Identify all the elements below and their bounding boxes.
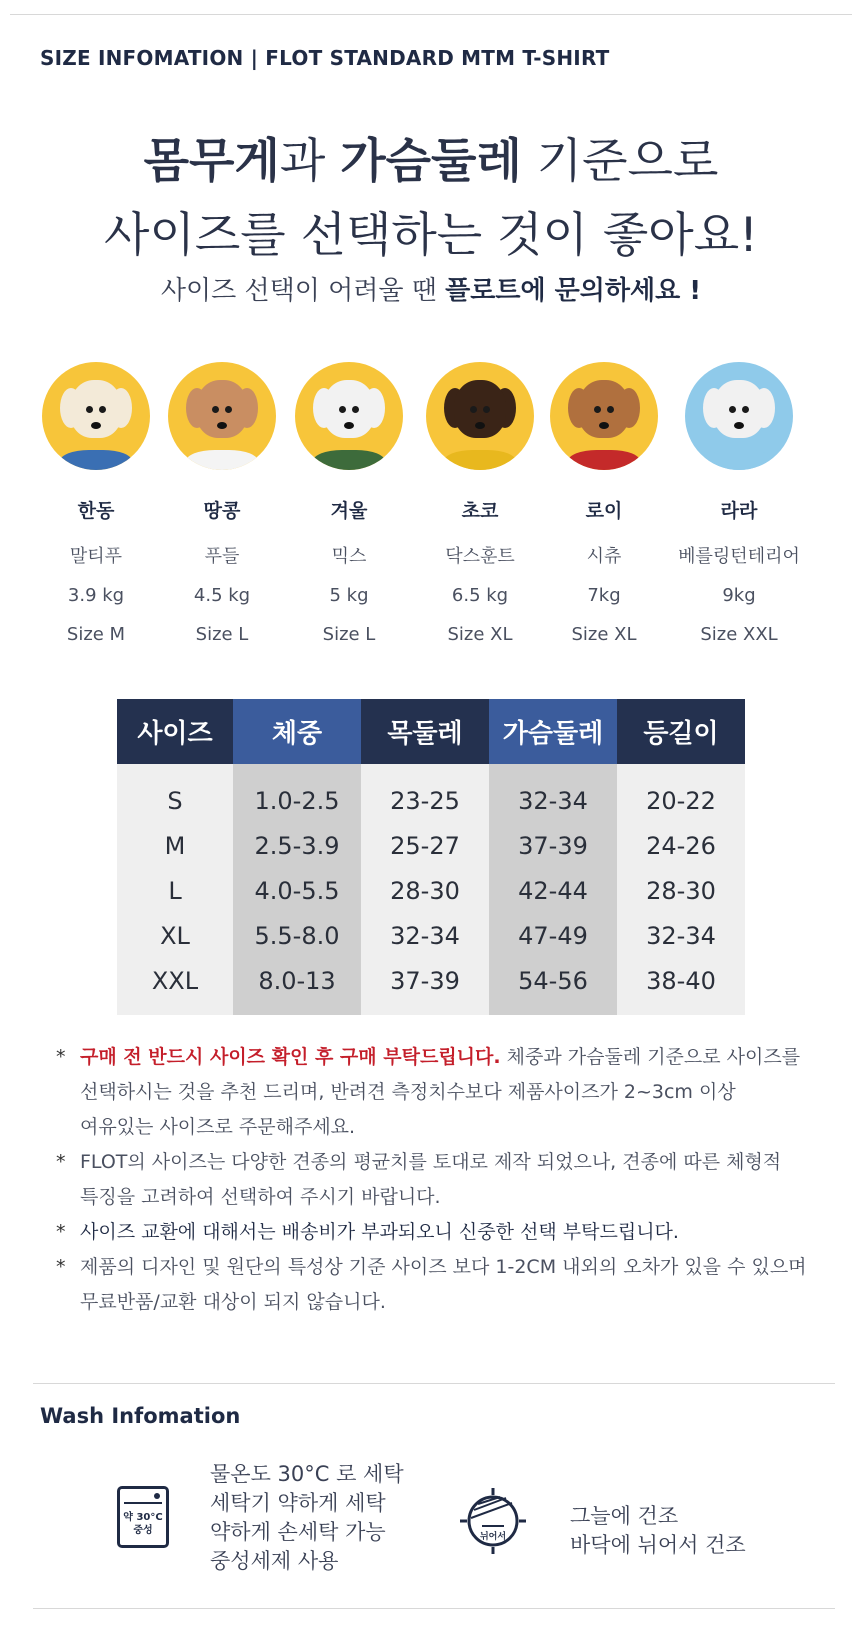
dog-name: 땅콩 (203, 500, 241, 522)
table-row (117, 913, 745, 958)
size-notes (56, 1040, 826, 1320)
table-row (117, 868, 745, 913)
dog-size: Size L (195, 624, 249, 645)
dry-flat-label: 뉘어서 (479, 1532, 507, 1542)
header-weight: 체중 (233, 699, 361, 764)
note-purchase-check (56, 1040, 826, 1145)
header-neck: 목둘레 (361, 699, 489, 764)
table-cell: 37-39 (489, 823, 617, 868)
subline-contact: 플로트에 문의하세요 ! (445, 276, 702, 306)
note-text: 무료반품/교환 대상이 되지 않습니다. (80, 1291, 386, 1313)
table-header-row (117, 699, 745, 764)
table-cell: 47-49 (489, 913, 617, 958)
note-bullet: * (56, 1221, 66, 1243)
section-divider (33, 1383, 835, 1384)
wash-line: 중성세제 사용 (210, 1549, 339, 1573)
wash-line: 세탁기 약하게 세탁 (210, 1491, 386, 1515)
headline-weight-bold: 몸무게 (143, 134, 280, 189)
dog-card (538, 362, 670, 654)
headline-connector: 과 (279, 134, 341, 189)
dog-breed: 믹스 (331, 546, 367, 567)
note-text: FLOT의 사이즈는 다양한 견종의 평균치를 토대로 제작 되었으나, 견종에 따른 체형적 (80, 1151, 782, 1173)
wash-line: 물온도 30°C 로 세탁 (210, 1462, 404, 1486)
dog-weight: 3.9 kg (67, 585, 125, 606)
dog-weight: 4.5 kg (193, 585, 251, 606)
table-cell: S (117, 764, 233, 823)
dog-photo (685, 362, 793, 470)
table-cell: 2.5-3.9 (233, 823, 361, 868)
table-cell: 5.5-8.0 (233, 913, 361, 958)
dog-size: Size M (66, 624, 126, 645)
dog-size: Size XL (571, 624, 637, 645)
note-text: 제품의 디자인 및 원단의 특성상 기준 사이즈 보다 1-2CM 내외의 오차가 있을 수 있으며 (80, 1256, 807, 1278)
dry-line: 그늘에 건조 (570, 1504, 679, 1528)
dog-weight: 7kg (587, 585, 621, 606)
dog-card (667, 362, 811, 654)
dog-breed: 시츄 (586, 546, 622, 567)
table-cell: L (117, 868, 233, 913)
subline-normal: 사이즈 선택이 어려울 땐 (160, 276, 446, 306)
dog-photo (168, 362, 276, 470)
table-cell: XL (117, 913, 233, 958)
table-cell: 28-30 (361, 868, 489, 913)
table-cell: XXL (117, 958, 233, 1015)
note-exchange-shipping (56, 1215, 826, 1250)
note-bullet: * (56, 1151, 66, 1173)
note-tolerance (56, 1250, 826, 1320)
dog-breed: 푸들 (204, 546, 240, 567)
headline-basis: 기준으로 (521, 134, 719, 189)
note-text: 여유있는 사이즈로 주문해주세요. (80, 1116, 356, 1138)
table-cell: 8.0-13 (233, 958, 361, 1015)
dog-card (283, 362, 415, 654)
washing-machine-icon (117, 1486, 169, 1548)
table-cell: 1.0-2.5 (233, 764, 361, 823)
note-bullet: * (56, 1256, 66, 1278)
table-cell: 42-44 (489, 868, 617, 913)
top-divider (10, 14, 852, 15)
dog-name: 라라 (720, 500, 758, 522)
table-cell: 37-39 (361, 958, 489, 1015)
headline-chest-bold: 가슴둘레 (340, 134, 522, 189)
table-cell: 32-34 (361, 913, 489, 958)
note-text: 선택하시는 것을 추천 드리며, 반려견 측정치수보다 제품사이즈가 2~3cm 이상 (80, 1081, 736, 1103)
table-cell: 54-56 (489, 958, 617, 1015)
header-chest: 가슴둘레 (489, 699, 617, 764)
table-row (117, 764, 745, 823)
wash-info-title: Wash Infomation (40, 1404, 241, 1428)
dry-flat-shade-icon (458, 1486, 528, 1556)
table-cell: 25-27 (361, 823, 489, 868)
table-cell: 28-30 (617, 868, 745, 913)
table-row (117, 823, 745, 868)
dog-size: Size XXL (700, 624, 778, 645)
dog-size: Size L (322, 624, 376, 645)
dry-line: 바닥에 뉘어서 건조 (570, 1533, 746, 1557)
dog-photo (550, 362, 658, 470)
size-chart-table (117, 699, 745, 1015)
dog-name: 한동 (77, 500, 115, 522)
dog-size: Size XL (447, 624, 513, 645)
table-cell: 20-22 (617, 764, 745, 823)
dog-photo (426, 362, 534, 470)
headline-line-2: 사이즈를 선택하는 것이 좋아요! (104, 208, 758, 263)
note-text: 사이즈 교환에 대해서는 배송비가 부과되오니 신중한 선택 부탁드립니다. (80, 1221, 679, 1243)
dog-photo (42, 362, 150, 470)
note-warning-red: 구매 전 반드시 사이즈 확인 후 구매 부탁드립니다. (80, 1046, 501, 1068)
wash-detergent-label: 중성 (133, 1525, 153, 1536)
table-cell: 32-34 (617, 913, 745, 958)
table-cell: 24-26 (617, 823, 745, 868)
dog-card (30, 362, 162, 654)
table-cell: 4.0-5.5 (233, 868, 361, 913)
note-text: 체중과 가슴둘레 기준으로 사이즈를 (500, 1046, 801, 1068)
headline-line-1 (0, 124, 862, 191)
note-text: 특징을 고려하여 선택하여 주시기 바랍니다. (80, 1186, 441, 1208)
dog-card (414, 362, 546, 654)
dog-name: 초코 (461, 500, 499, 522)
dog-weight: 6.5 kg (451, 585, 509, 606)
dry-instructions (570, 1502, 746, 1560)
dog-photo (295, 362, 403, 470)
note-bullet: * (56, 1046, 66, 1068)
wash-temp-label: 약 30°C (123, 1512, 163, 1523)
note-breed-average (56, 1145, 826, 1215)
bottom-divider (33, 1608, 835, 1609)
wash-instructions (210, 1460, 404, 1576)
dog-card (156, 362, 288, 654)
headline-subline (0, 270, 862, 307)
dog-weight: 5 kg (329, 585, 369, 606)
table-cell: 32-34 (489, 764, 617, 823)
table-row (117, 958, 745, 1015)
dog-weight: 9kg (722, 585, 756, 606)
table-cell: M (117, 823, 233, 868)
dog-breed: 닥스훈트 (445, 546, 515, 567)
dog-models (30, 362, 830, 662)
dog-breed: 베를링턴테리어 (678, 546, 800, 567)
dog-name: 로이 (585, 500, 623, 522)
dog-breed: 말티푸 (69, 546, 123, 567)
table-cell: 38-40 (617, 958, 745, 1015)
size-info-title: SIZE INFOMATION | FLOT STANDARD MTM T-SHIRT (40, 46, 610, 70)
table-cell: 23-25 (361, 764, 489, 823)
wash-line: 약하게 손세탁 가능 (210, 1520, 386, 1544)
header-size: 사이즈 (117, 699, 233, 764)
header-back-length: 등길이 (617, 699, 745, 764)
dog-name: 겨울 (330, 500, 368, 522)
